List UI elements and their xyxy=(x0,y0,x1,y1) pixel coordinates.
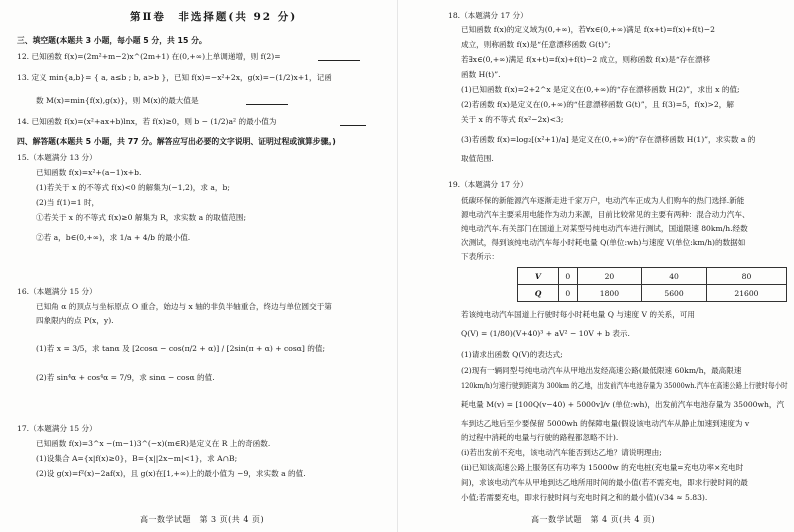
question-16-stem-line2: 四象限内的点 P(x，y). xyxy=(36,316,114,325)
question-19-part2-ii-line2: 间)，求该电动汽车从甲地到达乙地所用时间的最小值(若不需充电，即求行驶时间的最 xyxy=(461,478,748,487)
table-cell: 1800 xyxy=(577,285,642,302)
question-15-part2: (2)当 f(1)=1 时， xyxy=(36,198,100,207)
table-cell: 0 xyxy=(559,268,578,285)
table-row-v xyxy=(518,268,787,285)
table-header-v: V xyxy=(518,268,559,285)
speed-consumption-table xyxy=(517,267,787,302)
question-16-heading: 16.（本题满分 15 分） xyxy=(17,287,97,296)
question-19-stem-line3: 纯电动汽车.有关部门在国道上对某型号纯电动汽车进行测试，国道限速 80km/h.经数 xyxy=(461,224,748,233)
question-19-stem-line4: 次测试，得到该纯电动汽车每小时耗电量 Q(单位:wh)与速度 V(单位:km/h)的数据如 xyxy=(461,238,746,247)
answer-blank-12 xyxy=(318,52,360,61)
right-page-footer: 高一数学试题 第 4 页(共 4 页) xyxy=(531,515,656,524)
table-cell: 21600 xyxy=(706,285,786,302)
question-19-part2-line3: 耗电量 M(v) = [100Q(v−40) + 5000v]/v (单位:wh)，出发前汽车电池存量为 35000wh，汽 xyxy=(461,400,785,409)
question-19-stem-line2: 源电动汽车主要采用电能作为动力来源，目前比较常见的主要有两种：混合动力汽车、 xyxy=(461,210,750,219)
question-16-part1: (1)若 x = 3/5，求 tanα 及 [2cosα − cos(π/2 + α)] / [2sin(π + α) + cosα] 的值; xyxy=(36,344,326,353)
question-18-part3-line1: (3)若函数 f(x)=log₂[(x²+1)/a] 是定义在(0,+∞)的“存在漂移函数 H(1)”，求实数 a 的 xyxy=(461,135,756,144)
question-18-heading: 18.（本题满分 17 分） xyxy=(448,11,528,20)
question-18-stem-line3: 若∃x∈(0,+∞)满足 f(x+t)=f(x)+f(t)−2 成立，则称函数 f(x)是“存在漂移 xyxy=(461,55,711,64)
table-cell: 80 xyxy=(706,268,786,285)
question-16-part2: (2)若 sin⁴α + cos⁴α = 7/9，求 sinα − cosα 的值. xyxy=(36,373,215,382)
fill-in-section-heading: 三、填空题(本题共 3 小题，每小题 5 分，共 15 分。 xyxy=(17,36,207,45)
question-15-heading: 15.（本题满分 13 分） xyxy=(17,153,97,162)
question-19-part2-i: (ⅰ)若出发前不充电，该电动汽车能否到达乙地？请说明理由; xyxy=(461,448,662,457)
question-19-part2-line5: 的过程中消耗的电量与行驶的路程都忽略不计). xyxy=(461,433,619,442)
question-19-part2-ii-line3: 小值;若需要充电，即求行驶时间与充电时间之和的最小值)(√34 ≈ 5.83). xyxy=(461,493,708,502)
question-19-part2-ii-line1: (ⅱ)已知该高速公路上服务区有功率为 15000w 的充电桩(充电量=充电功率×充电时 xyxy=(461,463,744,472)
question-17-part1: (1)设集合 A={x|f(x)≥0}，B={x||2x−m|<1}，求 A∩B; xyxy=(36,454,238,463)
section-title: 第Ⅱ卷 非选择题(共 92 分) xyxy=(130,11,298,23)
page-divider xyxy=(397,0,398,532)
left-page-footer: 高一数学试题 第 3 页(共 4 页) xyxy=(140,515,265,524)
question-15-part2-i: ①若关于 x 的不等式 f(x)≥0 解集为 R，求实数 a 的取值范围; xyxy=(36,213,247,222)
question-17-heading: 17.（本题满分 15 分） xyxy=(17,424,97,433)
question-18-part1: (1)已知函数 f(x)=2+2^x 是定义在(0,+∞)的“存在漂移函数 H(2)”，求出 x 的值; xyxy=(461,85,740,94)
question-15-part1: (1)若关于 x 的不等式 f(x)<0 的解集为(−1,2)，求 a，b; xyxy=(36,183,230,192)
question-19-heading: 19.（本题满分 17 分） xyxy=(448,180,528,189)
question-15-part2-ii: ②若 a，b∈(0,+∞)，求 1/a + 4/b 的最小值. xyxy=(36,233,191,242)
question-17-part2: (2)设 g(x)=f²(x)−2af(x)，且 g(x)在[1,+∞)上的最小值为 −9，求实数 a 的值. xyxy=(36,469,306,478)
table-header-q: Q xyxy=(518,285,559,302)
question-18-stem-line4: 函数 H(t)”. xyxy=(461,70,501,79)
table-cell: 20 xyxy=(577,268,642,285)
table-row-q xyxy=(518,285,787,302)
answer-blank-14 xyxy=(340,117,366,126)
question-19-stem-line5: 下表所示： xyxy=(461,252,499,261)
question-18-part2-line2: 关于 x 的不等式 f(x²−2x)<3; xyxy=(461,115,564,124)
question-19-part1: (1)请求出函数 Q(V)的表达式; xyxy=(461,350,563,359)
question-18-stem-line2: 成立，则称函数 f(x)是“任意漂移函数 G(t)”; xyxy=(461,40,611,49)
question-19-part2-line2: 120km/h)匀速行驶到距离为 300km 的乙地，出发前汽车电池存量为 35000wh.汽车在高速公路上行驶时每小时 xyxy=(461,381,788,390)
question-19-part2-line1: (2)现有一辆同型号纯电动汽车从甲地出发经高速公路(最低限速 60km/h，最高限速 xyxy=(461,366,742,375)
question-18-part2-line1: (2)若函数 f(x)是定义在(0,+∞)的“任意漂移函数 G(t)”，且 f(3)=5，f(x)>2，解 xyxy=(461,100,734,109)
question-14: 14. 已知函数 f(x)=(x²+ax+b)lnx，若 f(x)≥0，则 b − (1/2)a² 的最小值为 xyxy=(17,117,277,126)
question-17-stem: 已知函数 f(x)=3^x −(m−1)3^(−x)(m∈R)是定义在 R 上的奇函数. xyxy=(36,439,271,448)
table-cell: 40 xyxy=(642,268,707,285)
question-12: 12. 已知函数 f(x)=(2m²+m−2)x^(2m+1) 在(0,+∞)上单调递增，则 f(2)= xyxy=(17,52,281,61)
question-19-part2-line4: 车到达乙地后至少要保留 5000wh 的保障电量(假设该电动汽车从静止加速到速度为 v xyxy=(461,419,750,428)
question-18-part3-line2: 取值范围. xyxy=(461,154,494,163)
table-cell: 5600 xyxy=(642,285,707,302)
question-19-stem-line1: 低碳环保的新能源汽车逐渐走进千家万户，电动汽车正成为人们购车的热门选择.新能 xyxy=(461,196,745,205)
answer-blank-13 xyxy=(246,96,288,105)
solution-section-heading: 四、解答题(本题共 5 小题，共 77 分。解答应写出必要的文字说明、证明过程或演算步骤。) xyxy=(17,137,336,146)
question-13-line1: 13. 定义 min{a,b}= { a, a≤b ; b, a>b }，已知 f(x)=−x²+2x，g(x)=−(1/2)x+1，记函 xyxy=(17,73,332,82)
question-16-stem-line1: 已知角 α 的顶点与坐标原点 O 重合，始边与 x 轴的非负半轴重合，终边与单位圆交于第 xyxy=(36,302,332,311)
question-19-model-intro: 若该纯电动汽车国道上行驶时每小时耗电量 Q 与速度 V 的关系，可用 xyxy=(461,310,695,319)
question-15-stem: 已知函数 f(x)=x²+(a−1)x+b. xyxy=(36,168,142,177)
question-19-model-formula: Q(V) = (1/80)(V+40)³ + aV² − 10V + b 表示. xyxy=(461,329,630,338)
question-13-line2: 数 M(x)=min{f(x),g(x)}，则 M(x)的最大值是 xyxy=(36,96,199,105)
table-cell: 0 xyxy=(559,285,578,302)
question-18-stem-line1: 已知函数 f(x)的定义域为(0,+∞)，若∀x∈(0,+∞)满足 f(x+t)=f(x)+f(t)−2 xyxy=(461,25,715,34)
